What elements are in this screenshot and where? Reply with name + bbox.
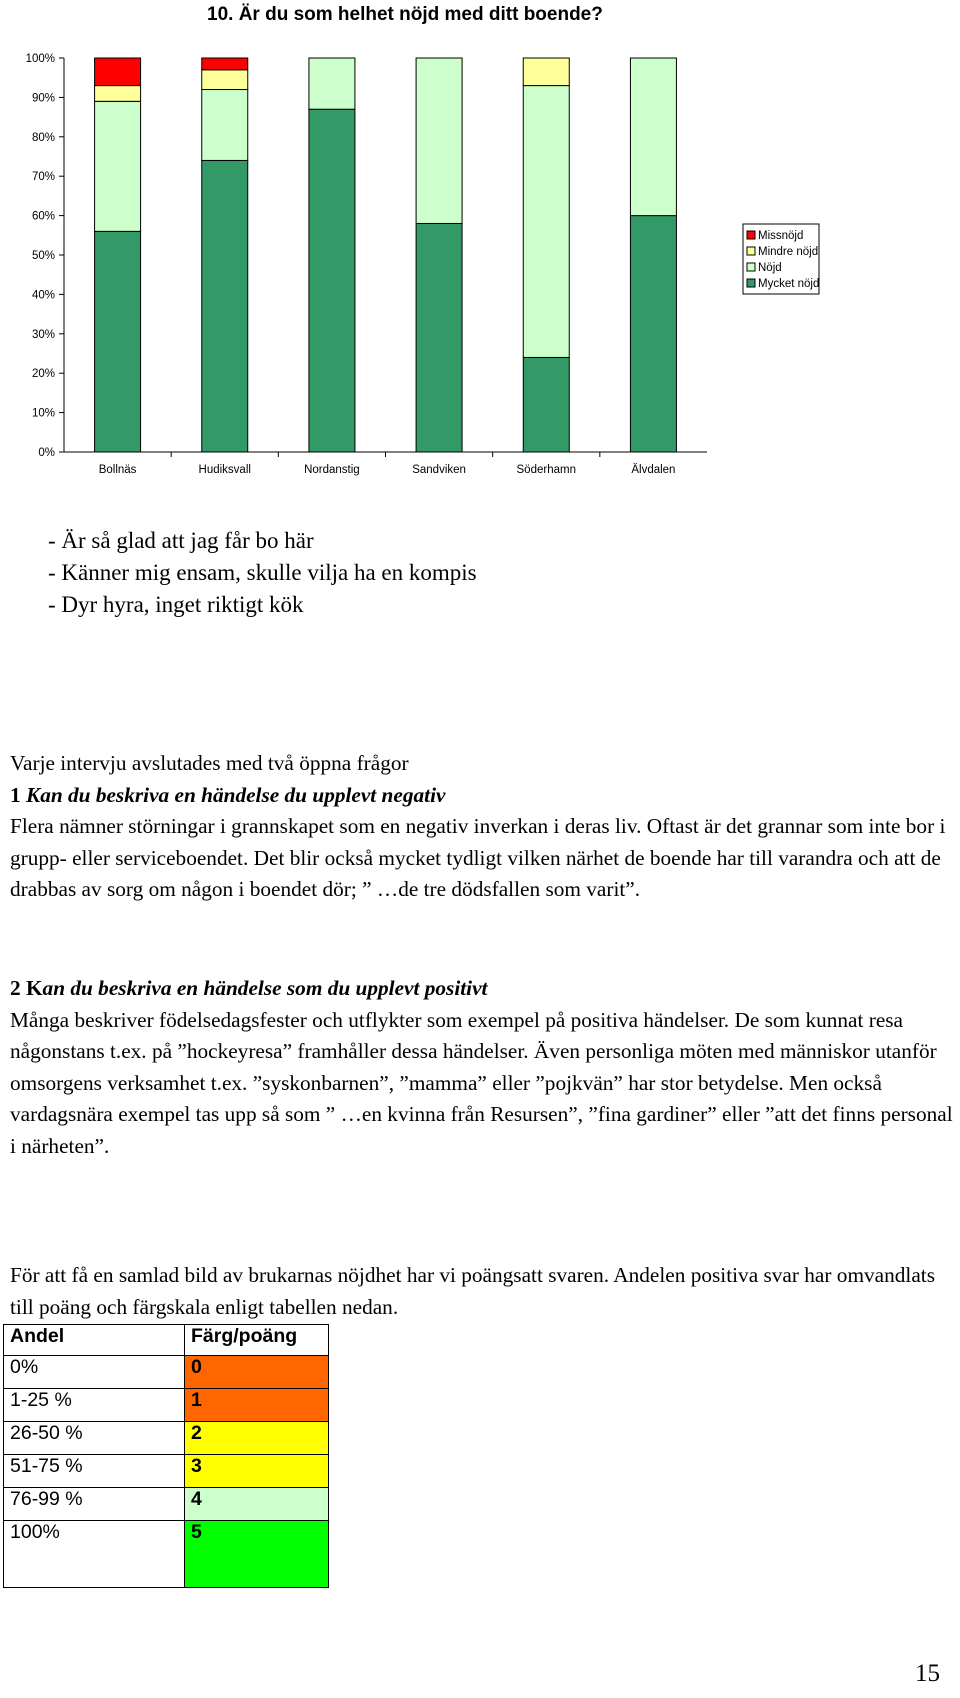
comment-list: [48, 525, 477, 621]
table-row: [4, 1488, 329, 1521]
page-number: 15: [915, 1660, 940, 1687]
question-2-heading: [10, 973, 960, 1005]
y-tick-label: 20%: [31, 368, 55, 381]
x-tick-label: Hudiksvall: [198, 464, 251, 476]
table-row: [4, 1389, 329, 1422]
bar-segment: [630, 58, 676, 216]
andel-cell: 0%: [4, 1356, 185, 1389]
question-2-title: an du beskriva en händelse som du upplevt positivt: [42, 976, 488, 1000]
comment-item: - Dyr hyra, inget riktigt kök: [48, 592, 304, 617]
bar-segment: [630, 216, 676, 452]
question-1-body: Flera nämner störningar i grannskapet som en negativ inverkan i deras liv. Oftast är det grannar som inte bor i grupp- eller serviceboendet. Det blir också mycket tydligt vilken närhet de boende har till varandra och att de drabbas av sorg om någon i boendet dör; ” …de tre dödsfallen som varit”.: [10, 814, 946, 901]
legend: [743, 224, 819, 294]
x-tick-label: Söderhamn: [516, 464, 576, 476]
score-cell: 3: [185, 1455, 329, 1488]
bar-segment: [523, 86, 569, 358]
y-tick-label: 10%: [31, 407, 55, 420]
question-2-body: Många beskriver födelsedagsfester och utflykter som exempel på positiva händelser. De som kunnat resa någonstans t.ex. på ”hockeyresa” framhåller dessa händelser. Även personliga möten med människor utanför omsorgens verksamhet t.ex. ”syskonbarnen”, ”mamma” eller ”pojkvän” har stor betydelse. Men också vardagsnära exempel tas upp så som ” …en kvinna från Resursen”, ”fina gardiner” eller ”att det finns personal i närheten”.: [10, 1007, 953, 1158]
bar-segment: [309, 58, 355, 109]
score-cell: 5: [185, 1521, 329, 1588]
y-tick-label: 30%: [31, 328, 55, 341]
legend-label: Mycket nöjd: [758, 278, 820, 290]
table-row: [4, 1521, 329, 1588]
legend-label: Mindre nöjd: [758, 246, 819, 258]
bar-segment: [202, 58, 248, 70]
table-row: [4, 1356, 329, 1389]
andel-cell: 76-99 %: [4, 1488, 185, 1521]
table-row: [4, 1422, 329, 1455]
score-table: [3, 1324, 329, 1588]
y-tick-label: 100%: [25, 53, 55, 65]
x-tick-label: Älvdalen: [631, 464, 676, 476]
y-tick-label: 50%: [31, 250, 55, 262]
y-tick-label: 60%: [31, 210, 55, 223]
question-2-section: [10, 973, 960, 1162]
score-table-header: [4, 1325, 329, 1356]
x-tick-label: Nordanstig: [304, 464, 360, 476]
bar-segment: [95, 58, 141, 86]
legend-swatch: [747, 279, 755, 287]
question-1-title: Kan du beskriva en händelse du upplevt negativ: [25, 782, 446, 807]
legend-label: Missnöjd: [758, 230, 804, 242]
y-axis: [26, 53, 64, 459]
bar-segment: [523, 357, 569, 452]
x-tick-label: Bollnäs: [98, 464, 137, 476]
legend-swatch: [747, 231, 755, 239]
header-farg-poang: Färg/poäng: [185, 1325, 329, 1356]
y-tick-label: 40%: [31, 289, 55, 302]
y-tick-label: 90%: [31, 92, 55, 105]
bar-segment: [202, 70, 248, 90]
bar-segment: [202, 160, 248, 452]
chart-bars: [95, 58, 677, 452]
legend-swatch: [747, 263, 755, 271]
x-tick-label: Sandviken: [412, 464, 466, 476]
intro-text: Varje intervju avslutades med två öppna frågor: [10, 751, 409, 775]
y-tick-label: 70%: [31, 171, 55, 184]
legend-label: Nöjd: [758, 262, 782, 274]
scoring-text: För att få en samlad bild av brukarnas nöjdhet har vi poängsatt svaren. Andelen positiva svar har omvandlats till poäng och färgskala enligt tabellen nedan.: [10, 1263, 935, 1319]
bar-segment: [523, 58, 569, 86]
table-row: [4, 1455, 329, 1488]
question-1-number: 1: [10, 782, 26, 807]
stacked-bar-chart: [0, 0, 960, 490]
bar-segment: [95, 231, 141, 452]
comment-item: - Känner mig ensam, skulle vilja ha en kompis: [48, 560, 477, 585]
y-tick-label: 0%: [38, 447, 55, 459]
x-axis: [64, 452, 707, 476]
andel-cell: 1-25 %: [4, 1389, 185, 1422]
bar-segment: [309, 109, 355, 452]
question-2-number: 2 K: [10, 976, 43, 1000]
question-1-section: [10, 748, 960, 906]
score-cell: 2: [185, 1422, 329, 1455]
question-1-heading: [10, 780, 960, 812]
score-cell: 0: [185, 1356, 329, 1389]
chart-title: 10. Är du som helhet nöjd med ditt boende?: [207, 4, 603, 25]
bar-segment: [202, 90, 248, 161]
bar-segment: [95, 86, 141, 102]
bar-segment: [416, 223, 462, 452]
legend-swatch: [747, 247, 755, 255]
andel-cell: 26-50 %: [4, 1422, 185, 1455]
andel-cell: 100%: [4, 1521, 185, 1588]
header-andel: Andel: [4, 1325, 185, 1356]
y-tick-label: 80%: [31, 131, 55, 144]
scoring-section: [10, 1260, 960, 1323]
andel-cell: 51-75 %: [4, 1455, 185, 1488]
score-cell: 4: [185, 1488, 329, 1521]
score-cell: 1: [185, 1389, 329, 1422]
bar-segment: [416, 58, 462, 223]
bar-segment: [95, 101, 141, 231]
comment-item: - Är så glad att jag får bo här: [48, 528, 314, 553]
